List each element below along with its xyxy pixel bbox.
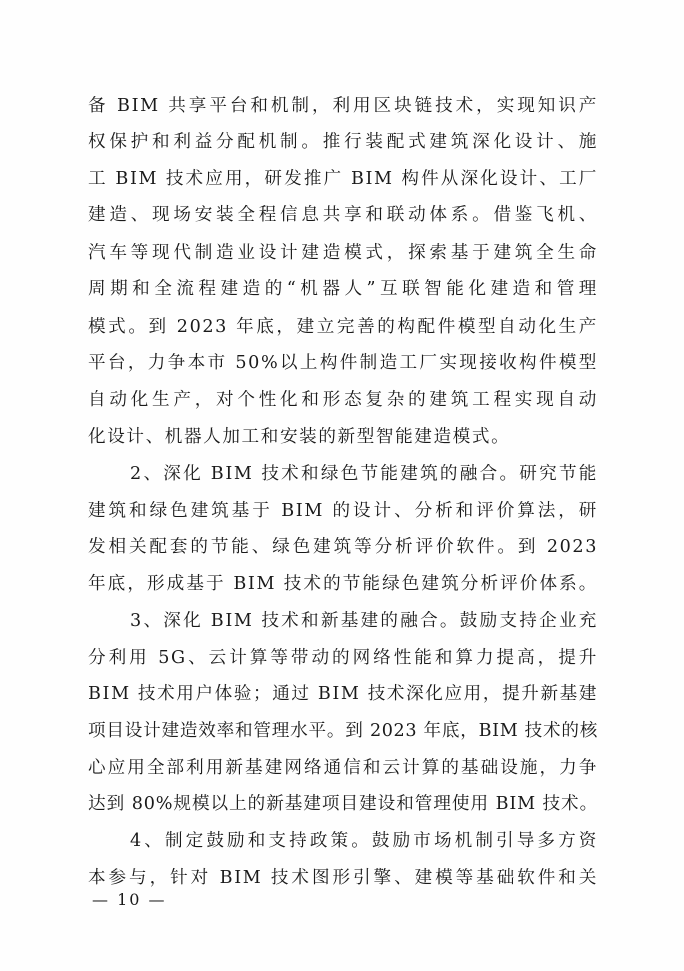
body-text-line: 工 BIM 技术应用，研发推广 BIM 构件从深化设计、工厂 xyxy=(88,169,598,189)
paragraph-first-line: 3、深化 BIM 技术和新基建的融合。鼓励支持企业充 xyxy=(130,611,598,631)
body-text-line: 模式。到 2023 年底，建立完善的构配件模型自动化生产 xyxy=(88,317,598,337)
paragraph-first-line: 4、制定鼓励和支持政策。鼓励市场机制引导多方资 xyxy=(130,831,598,851)
body-text-line: 权保护和利益分配机制。推行装配式建筑深化设计、施 xyxy=(88,132,598,152)
body-text-line: 年底，形成基于 BIM 技术的节能绿色建筑分析评价体系。 xyxy=(88,574,598,594)
body-text-line: 化设计、机器人加工和安装的新型智能建造模式。 xyxy=(88,427,511,447)
body-text-line: 自动化生产，对个性化和形态复杂的建筑工程实现自动 xyxy=(88,390,598,410)
paragraph-first-line: 2、深化 BIM 技术和绿色节能建筑的融合。研究节能 xyxy=(130,464,598,484)
body-text-line: 周期和全流程建造的“机器人”互联智能化建造和管理 xyxy=(88,279,598,299)
body-text-line: 发相关配套的节能、绿色建筑等分析评价软件。到 2023 xyxy=(88,537,598,557)
page-number: — 10 — xyxy=(92,890,167,909)
body-text-line: 本参与，针对 BIM 技术图形引擎、建模等基础软件和关 xyxy=(88,868,598,888)
body-text-line: 项目设计建造效率和管理水平。到 2023 年底，BIM 技术的核 xyxy=(88,721,598,741)
body-text-line: 分利用 5G、云计算等带动的网络性能和算力提高，提升 xyxy=(88,648,598,668)
body-text-line: 建筑和绿色建筑基于 BIM 的设计、分析和评价算法，研 xyxy=(88,501,598,521)
body-text-line: 达到 80%规模以上的新基建项目建设和管理使用 BIM 技术。 xyxy=(88,794,598,814)
body-text-line: 平台，力争本市 50%以上构件制造工厂实现接收构件模型 xyxy=(88,353,598,373)
body-text-line: BIM 技术用户体验；通过 BIM 技术深化应用，提升新基建 xyxy=(88,684,599,704)
body-text-line: 汽车等现代制造业设计建造模式，探索基于建筑全生命 xyxy=(88,243,598,263)
body-text-line: 心应用全部利用新基建网络通信和云计算的基础设施，力争 xyxy=(88,758,598,778)
body-text-line: 建造、现场安装全程信息共享和联动体系。借鉴飞机、 xyxy=(88,205,598,225)
body-text-line: 备 BIM 共享平台和机制，利用区块链技术，实现知识产 xyxy=(88,96,598,116)
